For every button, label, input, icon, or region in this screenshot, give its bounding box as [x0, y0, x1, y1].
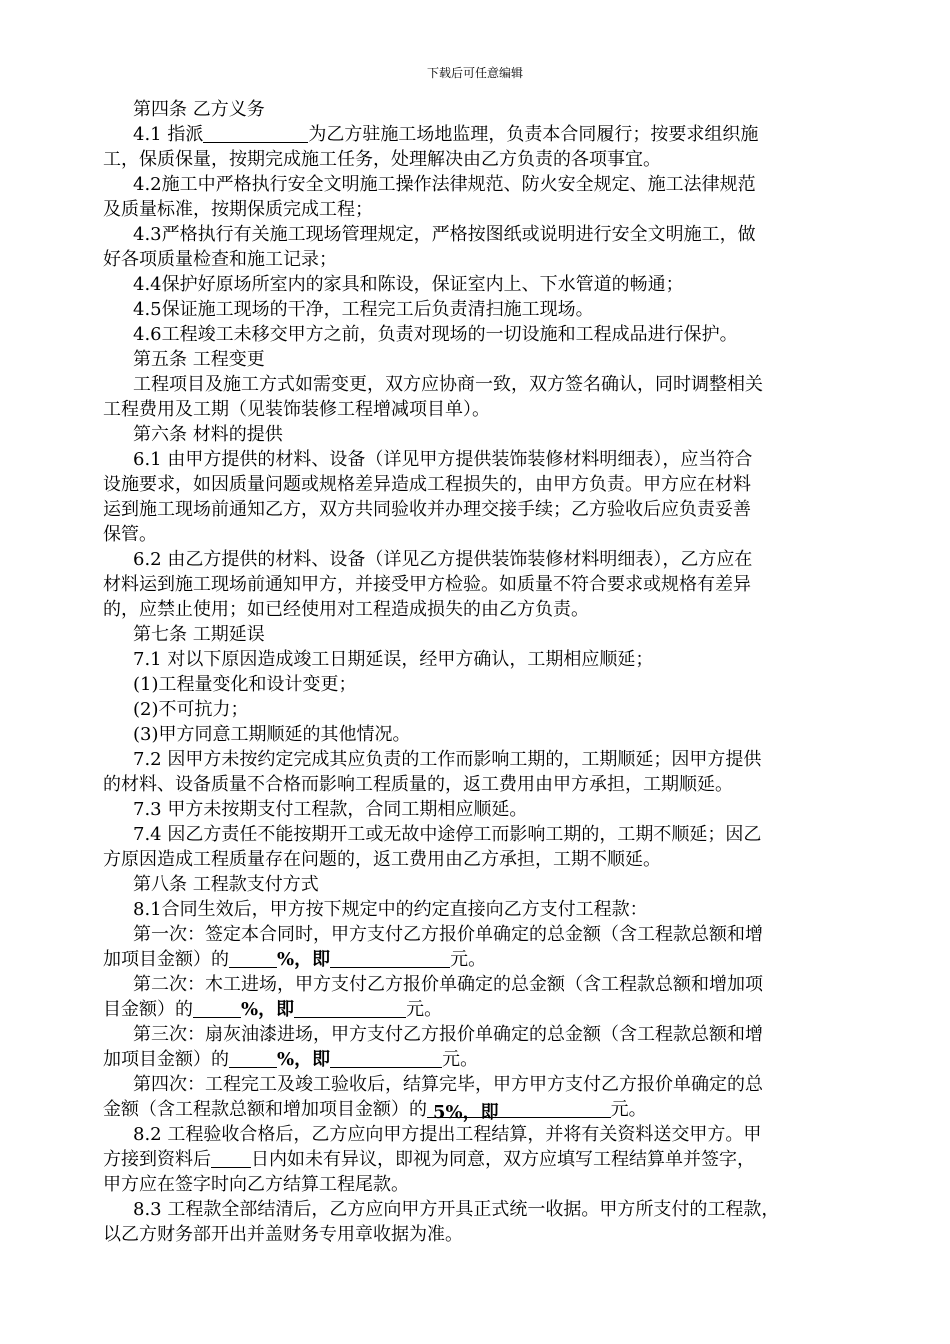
paragraph-line: 加项目金额）的 %，即 元。: [103, 1049, 479, 1070]
paragraph-line: 7.3 甲方未按期支付工程款，合同工期相应顺延。: [133, 799, 528, 820]
blank-field: [499, 1100, 611, 1118]
paragraph-line: 4.5保证施工现场的干净，工程完工后负责清扫施工现场。: [133, 299, 594, 320]
paragraph-line: (2)不可抗力；: [133, 699, 249, 720]
paragraph-line: 4.1 指派 为乙方驻施工场地监理，负责本合同履行；按要求组织施: [133, 124, 759, 145]
blank-field: [229, 950, 277, 968]
blank-field: [211, 1150, 251, 1168]
paragraph-line: 的，应禁止使用；如已经使用对工程造成损失的由乙方负责。: [103, 599, 589, 620]
paragraph-line: 4.6工程竣工未移交甲方之前，负责对现场的一切设施和工程成品进行保护。: [133, 324, 738, 345]
paragraph-line: 保管。: [103, 524, 157, 545]
paragraph-line: 8.2 工程验收合格后，乙方应向甲方提出工程结算，并将有关资料送交甲方。甲: [133, 1124, 762, 1145]
paragraph-line: (3)甲方同意工期顺延的其他情况。: [133, 724, 411, 745]
paragraph-line: 加项目金额）的 %，即 元。: [103, 949, 487, 970]
blank-field: [193, 1000, 241, 1018]
paragraph-line: 4.2施工中严格执行安全文明施工操作法律规范、防火安全规定、施工法律规范: [133, 174, 756, 195]
paragraph-line: 8.3 工程款全部结清后，乙方应向甲方开具正式统一收据。甲方所支付的工程款，: [133, 1199, 780, 1220]
blank-field: [330, 1050, 442, 1068]
section-title: 第七条 工期延误: [133, 624, 265, 645]
paragraph-line: 设施要求，如因质量问题或规格差异造成工程损失的，由甲方负责。甲方应在材料: [103, 474, 751, 495]
page-header: 下载后可任意编辑: [426, 66, 523, 80]
section-title: 第四条 乙方义务: [133, 99, 265, 120]
paragraph-line: 第四次：工程完工及竣工验收后，结算完毕，甲方甲方支付乙方报价单确定的总: [133, 1074, 763, 1095]
paragraph-line: 以乙方财务部开出并盖财务专用章收据为准。: [103, 1224, 463, 1245]
paragraph-line: 6.2 由乙方提供的材料、设备（详见乙方提供装饰装修材料明细表），乙方应在: [133, 549, 753, 570]
paragraph-line: 材料运到施工现场前通知甲方，并接受甲方检验。如质量不符合要求或规格有差异: [103, 574, 751, 595]
paragraph-line: 方接到资料后 日内如未有异议，即视为同意，双方应填写工程结算单并签字，: [103, 1149, 755, 1170]
paragraph-line: 7.2 因甲方未按约定完成其应负责的工作而影响工期的，工期顺延；因甲方提供: [133, 749, 762, 770]
paragraph-line: 好各项质量检查和施工记录；: [103, 249, 337, 270]
percent-value: 5%，即: [427, 1100, 499, 1118]
paragraph-line: 目金额）的 %，即 元。: [103, 999, 443, 1020]
blank-field: [294, 1000, 406, 1018]
paragraph-line: 第二次：木工进场，甲方支付乙方报价单确定的总金额（含工程款总额和增加项: [133, 974, 763, 995]
blank-field: [229, 1050, 277, 1068]
paragraph-line: 工，保质保量，按期完成施工任务，处理解决由乙方负责的各项事宜。: [103, 149, 661, 170]
section-title: 第八条 工程款支付方式: [133, 874, 319, 895]
paragraph-line: 方原因造成工程质量存在问题的，返工费用由乙方承担，工期不顺延。: [103, 849, 661, 870]
paragraph-line: 第一次：签定本合同时，甲方支付乙方报价单确定的总金额（含工程款总额和增: [133, 924, 763, 945]
paragraph-line: 工程项目及施工方式如需变更，双方应协商一致，双方签名确认，同时调整相关: [133, 374, 763, 395]
paragraph-line: 7.4 因乙方责任不能按期开工或无故中途停工而影响工期的，工期不顺延；因乙: [133, 824, 762, 845]
paragraph-line: 4.3严格执行有关施工现场管理规定，严格按图纸或说明进行安全文明施工，做: [133, 224, 756, 245]
paragraph-line: 8.1合同生效后，甲方按下规定中的约定直接向乙方支付工程款：: [133, 899, 648, 920]
paragraph-line: 7.1 对以下原因造成竣工日期延误，经甲方确认，工期相应顺延；: [133, 649, 654, 670]
document-body: [103, 97, 847, 1247]
paragraph-line: 4.4保护好原场所室内的家具和陈设，保证室内上、下水管道的畅通；: [133, 274, 684, 295]
paragraph-line: 及质量标准，按期保质完成工程；: [103, 199, 373, 220]
section-title: 第六条 材料的提供: [133, 424, 283, 445]
paragraph-line: 金额（含工程款总额和增加项目金额）的 5%，即 元。: [103, 1099, 647, 1122]
paragraph-line: 的材料、设备质量不合格而影响工程质量的，返工费用由甲方承担，工期顺延。: [103, 774, 733, 795]
paragraph-line: 6.1 由甲方提供的材料、设备（详见甲方提供装饰装修材料明细表），应当符合: [133, 449, 753, 470]
blank-field: [203, 125, 308, 143]
paragraph-line: 甲方应在签字时向乙方结算工程尾款。: [103, 1174, 409, 1195]
paragraph-line: 第三次：扇灰油漆进场，甲方支付乙方报价单确定的总金额（含工程款总额和增: [133, 1024, 763, 1045]
section-title: 第五条 工程变更: [133, 349, 265, 370]
paragraph-line: (1)工程量变化和设计变更；: [133, 674, 357, 695]
paragraph-line: 工程费用及工期（见装饰装修工程增减项目单）。: [103, 399, 490, 420]
paragraph-line: 运到施工现场前通知乙方，双方共同验收并办理交接手续；乙方验收后应负责妥善: [103, 499, 751, 520]
blank-field: [330, 950, 450, 968]
